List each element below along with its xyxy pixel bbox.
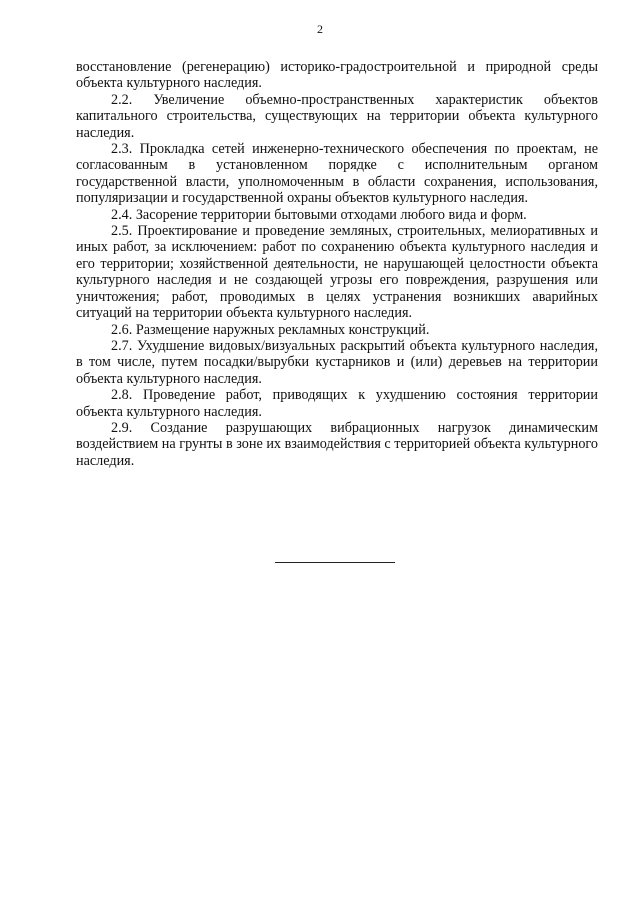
page-number: 2 — [317, 22, 323, 36]
paragraph-2-6: 2.6. Размещение наружных рекламных конструкций. — [111, 321, 430, 338]
paragraph-2-4: 2.4. Засорение территории бытовыми отходами любого вида и форм. — [111, 206, 527, 223]
document-body — [76, 59, 598, 469]
paragraph-2-2: 2.2. Увеличение объемно-пространственных характеристик объектов капитального строительства, существующих на территории объекта культурного наследия. — [76, 91, 598, 141]
paragraph-2-8: 2.8. Проведение работ, приводящих к ухудшению состояния территории объекта культурного наследия. — [76, 387, 598, 420]
paragraph-continuation: восстановление (регенерацию) историко-градостроительной и природной среды объекта культурного наследия. — [76, 59, 598, 92]
paragraph-2-5: 2.5. Проектирование и проведение земляных, строительных, мелиоративных и иных работ, за исключением: работ по сохранению объекта культурного наследия и его территории; хозяйственной деятельности, не нарушающей целостности объекта культурного наследия и не создающей угрозы его повреждения, разрушения или уничтожения; работ, проводимых в целях устранения возникших аварийных ситуаций на территории объекта культурного наследия. — [76, 223, 598, 322]
paragraph-2-3: 2.3. Прокладка сетей инженерно-технического обеспечения по проектам, не согласованным в установленном порядке с исполнительным органом государственной власти, уполномоченным в области сохранения, использования, популяризации и государственной охраны объектов культурного наследия. — [76, 141, 598, 207]
paragraph-2-7: 2.7. Ухудшение видовых/визуальных раскрытий объекта культурного наследия, в том числе, путем посадки/вырубки кустарников и (или) деревьев на территории объекта культурного наследия. — [76, 337, 598, 387]
paragraph-2-9: 2.9. Создание разрушающих вибрационных нагрузок динамическим воздействием на грунты в зоне их взаимодействия с территорией объекта культурного наследия. — [76, 419, 598, 469]
end-separator-line — [275, 562, 395, 563]
